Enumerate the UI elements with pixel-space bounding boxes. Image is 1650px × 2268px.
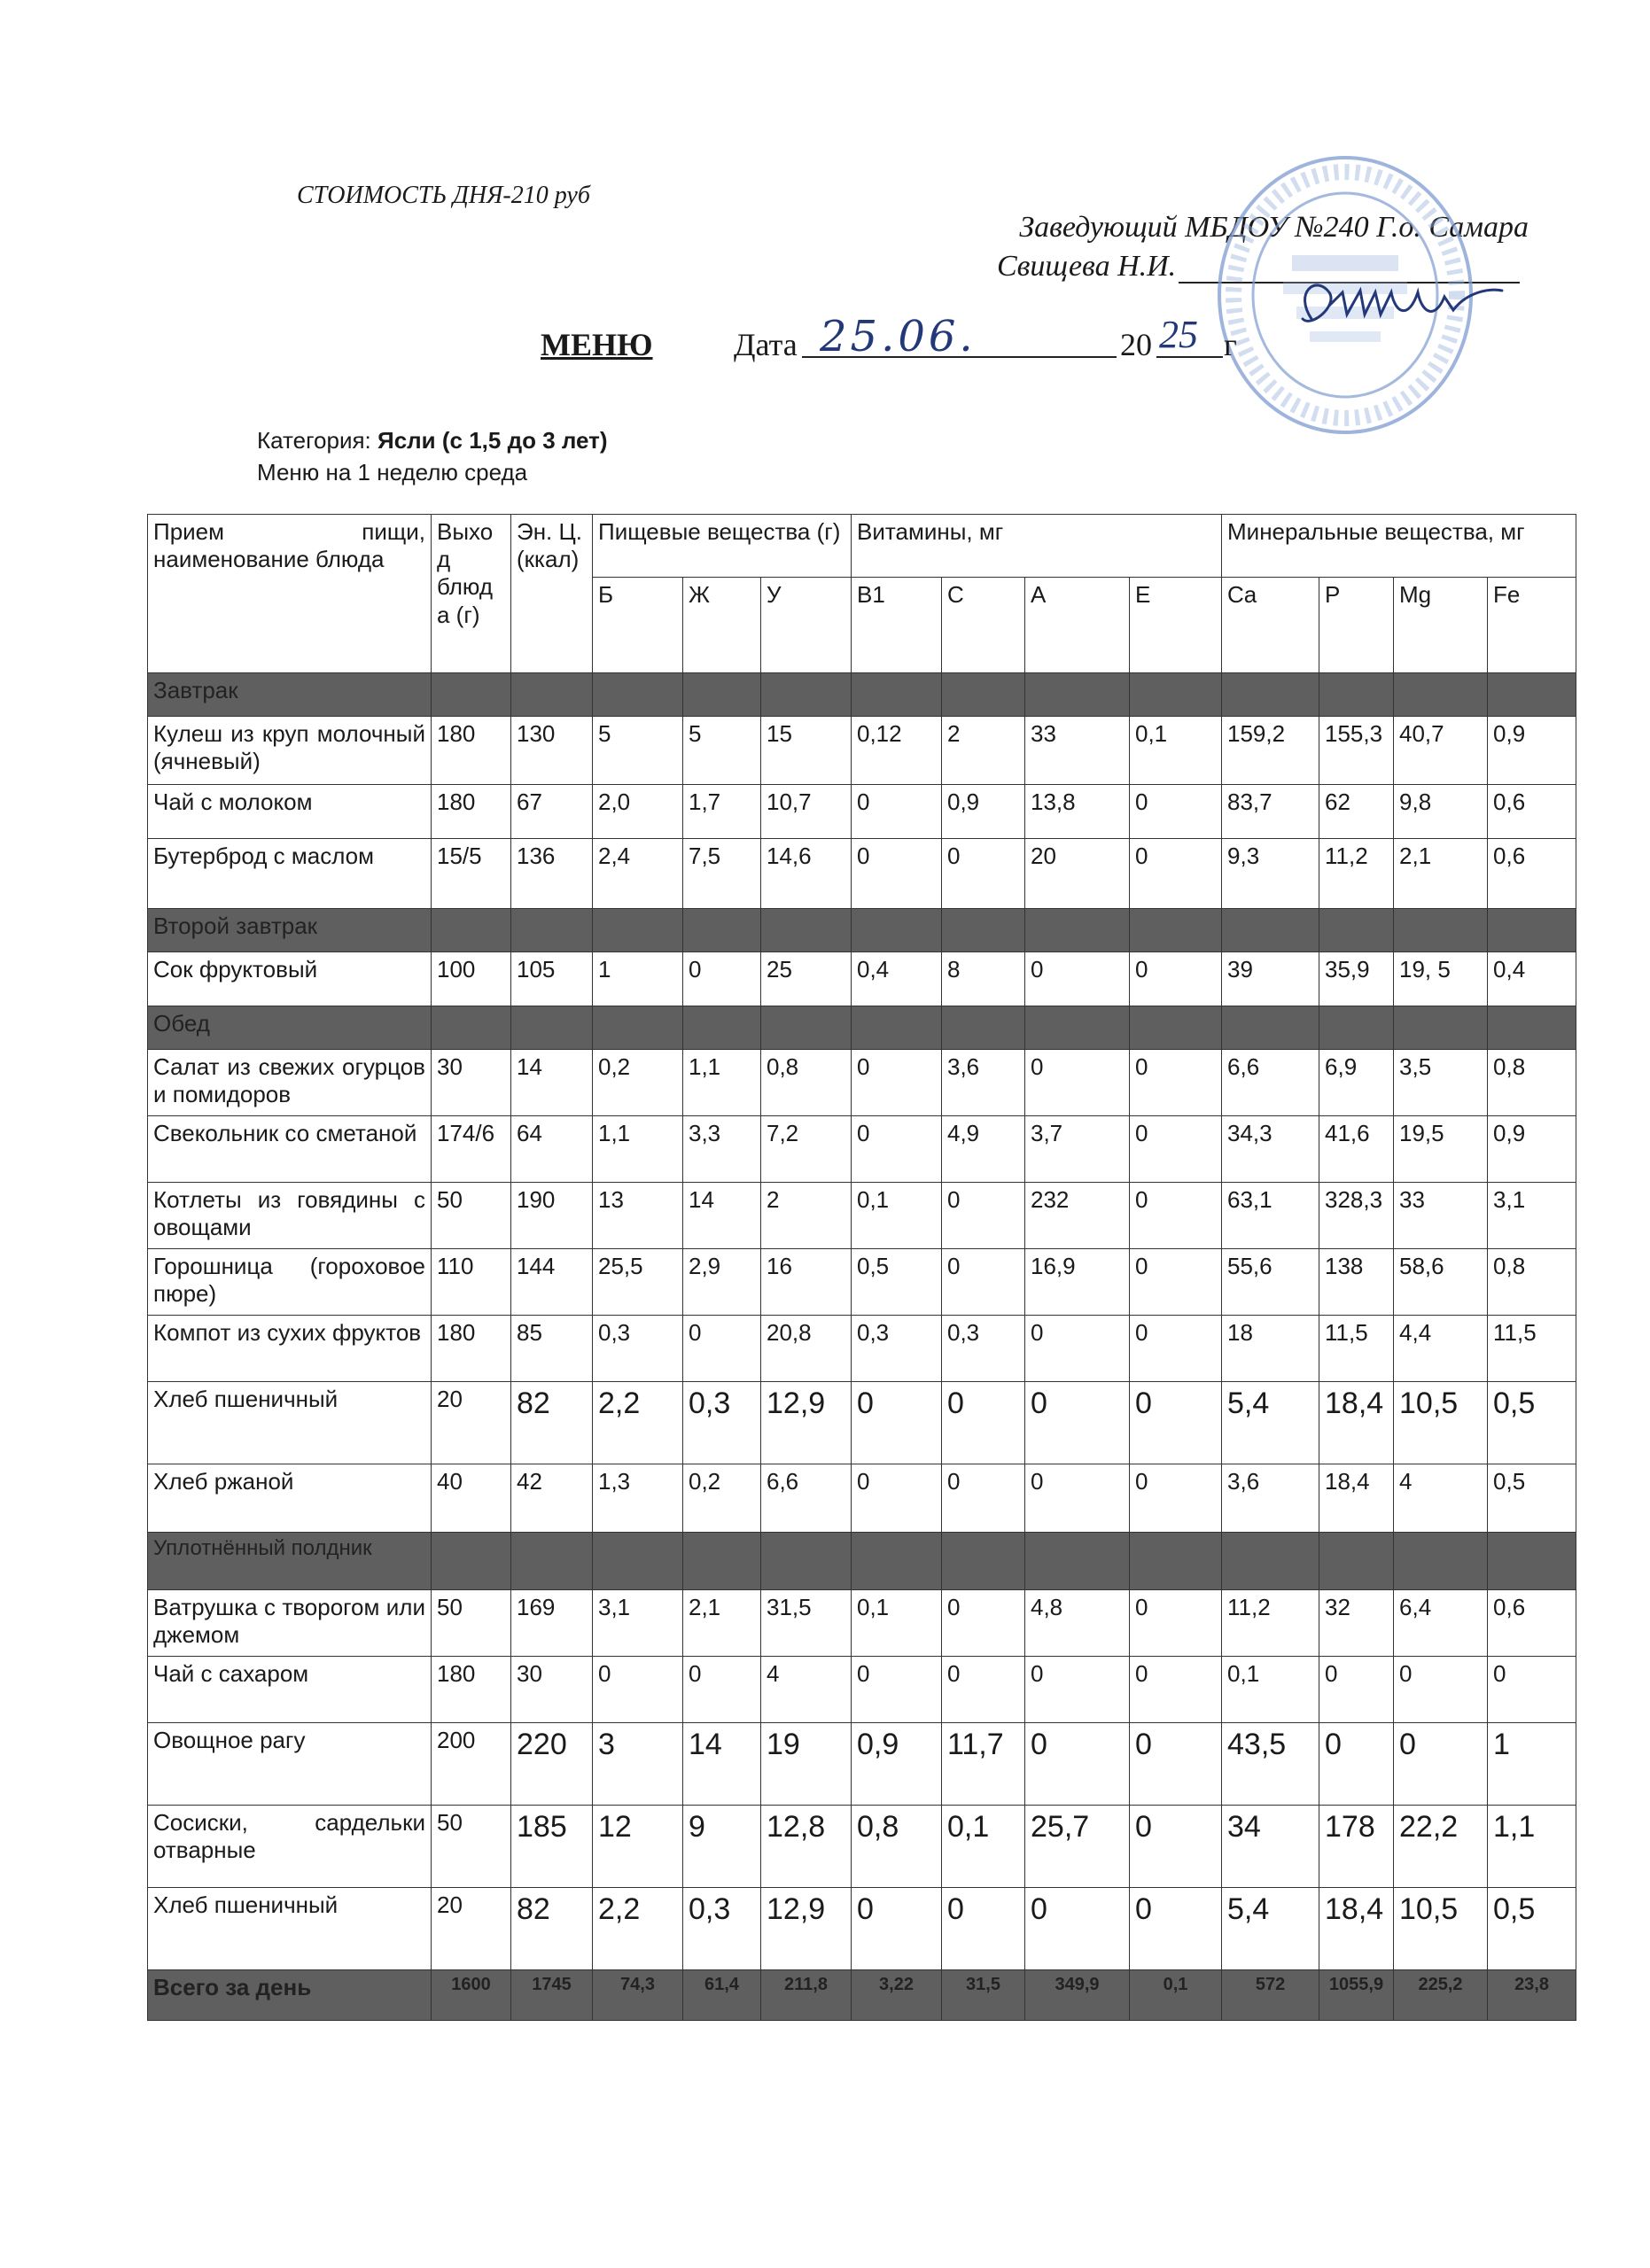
cell-fe: 11,5 [1488, 1316, 1576, 1382]
cell-b1: 0,8 [852, 1806, 942, 1888]
cell-fat: 1,7 [683, 785, 761, 839]
cell-fat: 0 [683, 1316, 761, 1382]
cell-yield: 180 [432, 1316, 511, 1382]
cell-mg: 0 [1394, 1723, 1488, 1806]
table-row [148, 1657, 1576, 1723]
cell-ca: 5,4 [1222, 1382, 1319, 1464]
table-row [148, 1888, 1576, 1970]
cell-yield: 30 [432, 1050, 511, 1116]
cell-dish: Кулеш из круп молочный (ячневый) [148, 717, 432, 785]
cell-e: 0 [1130, 1590, 1222, 1657]
table-row [148, 785, 1576, 839]
total-carbs: 211,8 [761, 1970, 852, 2021]
total-fat: 61,4 [683, 1970, 761, 2021]
cell-carbs: 19 [761, 1723, 852, 1806]
cell-energy: 67 [511, 785, 593, 839]
cell-dish: Свекольник со сметаной [148, 1116, 432, 1183]
cell-ca: 55,6 [1222, 1249, 1319, 1316]
total-mg: 225,2 [1394, 1970, 1488, 2021]
section-row [148, 909, 1576, 952]
cell-a: 0 [1025, 1657, 1130, 1723]
cell-e: 0 [1130, 1116, 1222, 1183]
cell-fat: 3,3 [683, 1116, 761, 1183]
cell-ca: 63,1 [1222, 1183, 1319, 1249]
sub-zh: Ж [683, 578, 761, 673]
cell-energy: 136 [511, 839, 593, 909]
cell-mg: 22,2 [1394, 1806, 1488, 1888]
cell-c: 0 [942, 1183, 1025, 1249]
cell-e: 0 [1130, 1249, 1222, 1316]
date-label: Дата [734, 327, 798, 362]
cell-e: 0 [1130, 1464, 1222, 1533]
cell-fe: 1 [1488, 1723, 1576, 1806]
cell-c: 4,9 [942, 1116, 1025, 1183]
cell-dish: Салат из свежих огурцов и помидоров [148, 1050, 432, 1116]
cell-carbs: 4 [761, 1657, 852, 1723]
cell-fe: 0,6 [1488, 785, 1576, 839]
cell-carbs: 20,8 [761, 1316, 852, 1382]
section-row [148, 1006, 1576, 1050]
cell-carbs: 2 [761, 1183, 852, 1249]
cell-a: 0 [1025, 1382, 1130, 1464]
cell-fe: 0,6 [1488, 839, 1576, 909]
menu-heading: МЕНЮ [541, 327, 653, 362]
cell-p: 41,6 [1319, 1116, 1394, 1183]
cell-p: 328,3 [1319, 1183, 1394, 1249]
cell-fat: 0,2 [683, 1464, 761, 1533]
cell-mg: 0 [1394, 1657, 1488, 1723]
cell-c: 0,9 [942, 785, 1025, 839]
cell-dish: Компот из сухих фруктов [148, 1316, 432, 1382]
cell-mg: 4,4 [1394, 1316, 1488, 1382]
cell-energy: 64 [511, 1116, 593, 1183]
year-handwritten: 25 [1159, 313, 1198, 356]
cell-protein: 1 [593, 952, 683, 1006]
cell-mg: 19, 5 [1394, 952, 1488, 1006]
cell-carbs: 31,5 [761, 1590, 852, 1657]
cell-mg: 2,1 [1394, 839, 1488, 909]
cell-protein: 13 [593, 1183, 683, 1249]
cell-a: 0 [1025, 1888, 1130, 1970]
cell-protein: 12 [593, 1806, 683, 1888]
cell-energy: 14 [511, 1050, 593, 1116]
cell-energy: 85 [511, 1316, 593, 1382]
table-row [148, 1316, 1576, 1382]
cell-fe: 0,8 [1488, 1050, 1576, 1116]
cell-a: 0 [1025, 1464, 1130, 1533]
cell-protein: 5 [593, 717, 683, 785]
cell-b1: 0,1 [852, 1183, 942, 1249]
cell-energy: 82 [511, 1888, 593, 1970]
cell-b1: 0,1 [852, 1590, 942, 1657]
cell-energy: 82 [511, 1382, 593, 1464]
cell-p: 62 [1319, 785, 1394, 839]
cell-dish: Чай с молоком [148, 785, 432, 839]
cell-energy: 144 [511, 1249, 593, 1316]
cell-yield: 40 [432, 1464, 511, 1533]
cell-c: 0 [942, 1888, 1025, 1970]
header-dish: Прием пищи, наименование блюда [148, 515, 432, 673]
cell-mg: 40,7 [1394, 717, 1488, 785]
cell-p: 0 [1319, 1723, 1394, 1806]
cell-a: 3,7 [1025, 1116, 1130, 1183]
cell-ca: 0,1 [1222, 1657, 1319, 1723]
week-line: Меню на 1 неделю среда [257, 459, 528, 485]
cell-dish: Овощное рагу [148, 1723, 432, 1806]
total-fe: 23,8 [1488, 1970, 1576, 2021]
year-unit: г [1224, 327, 1237, 362]
cell-c: 0 [942, 1590, 1025, 1657]
cell-energy: 220 [511, 1723, 593, 1806]
sub-mg: Mg [1394, 578, 1488, 673]
cell-a: 0 [1025, 1050, 1130, 1116]
sub-ca: Ca [1222, 578, 1319, 673]
cell-dish: Сок фруктовый [148, 952, 432, 1006]
cell-a: 33 [1025, 717, 1130, 785]
cell-protein: 0 [593, 1657, 683, 1723]
date-handwritten: 25.06. [820, 312, 977, 361]
cell-yield: 110 [432, 1249, 511, 1316]
cell-p: 155,3 [1319, 717, 1394, 785]
cell-e: 0 [1130, 1657, 1222, 1723]
cell-c: 3,6 [942, 1050, 1025, 1116]
total-row [148, 1970, 1576, 2021]
table-row [148, 1249, 1576, 1316]
cell-e: 0,1 [1130, 717, 1222, 785]
sub-b: Б [593, 578, 683, 673]
cell-carbs: 0,8 [761, 1050, 852, 1116]
cell-fe: 0 [1488, 1657, 1576, 1723]
cell-fat: 2,9 [683, 1249, 761, 1316]
cell-protein: 1,3 [593, 1464, 683, 1533]
cell-c: 0 [942, 1657, 1025, 1723]
cell-yield: 200 [432, 1723, 511, 1806]
cell-dish: Котлеты из говядины с овощами [148, 1183, 432, 1249]
sub-a: A [1025, 578, 1130, 673]
cell-carbs: 14,6 [761, 839, 852, 909]
sub-b1: B1 [852, 578, 942, 673]
cell-dish: Хлеб ржаной [148, 1464, 432, 1533]
header-minerals: Минеральные вещества, мг [1222, 515, 1576, 578]
cell-protein: 25,5 [593, 1249, 683, 1316]
cell-fat: 1,1 [683, 1050, 761, 1116]
cell-energy: 42 [511, 1464, 593, 1533]
total-p: 1055,9 [1319, 1970, 1394, 2021]
cell-p: 0 [1319, 1657, 1394, 1723]
cell-ca: 3,6 [1222, 1464, 1319, 1533]
cell-dish: Горошница (гороховое пюре) [148, 1249, 432, 1316]
total-protein: 74,3 [593, 1970, 683, 2021]
cell-c: 0 [942, 1464, 1025, 1533]
cell-fat: 5 [683, 717, 761, 785]
section-second-breakfast: Второй завтрак [148, 909, 432, 952]
cell-c: 11,7 [942, 1723, 1025, 1806]
table-row [148, 1382, 1576, 1464]
section-snack: Уплотнённый полдник [148, 1533, 432, 1590]
cell-dish: Сосиски, сардельки отварные [148, 1806, 432, 1888]
cell-mg: 33 [1394, 1183, 1488, 1249]
sub-u: У [761, 578, 852, 673]
cell-dish: Чай с сахаром [148, 1657, 432, 1723]
cell-e: 0 [1130, 1050, 1222, 1116]
cell-protein: 2,4 [593, 839, 683, 909]
cell-p: 11,2 [1319, 839, 1394, 909]
cell-protein: 3,1 [593, 1590, 683, 1657]
cell-c: 2 [942, 717, 1025, 785]
header-yield: Выход блюда (г) [432, 515, 511, 673]
table-row [148, 1723, 1576, 1806]
category-line [257, 427, 608, 454]
table-row [148, 952, 1576, 1006]
cell-ca: 11,2 [1222, 1590, 1319, 1657]
total-e: 0,1 [1130, 1970, 1222, 2021]
total-c: 31,5 [942, 1970, 1025, 2021]
cell-mg: 3,5 [1394, 1050, 1488, 1116]
cell-dish: Ватрушка с творогом или джемом [148, 1590, 432, 1657]
cell-fe: 1,1 [1488, 1806, 1576, 1888]
cell-a: 13,8 [1025, 785, 1130, 839]
cell-fe: 0,5 [1488, 1888, 1576, 1970]
signature-mark [1276, 266, 1506, 346]
cell-dish: Бутерброд с маслом [148, 839, 432, 909]
cell-ca: 83,7 [1222, 785, 1319, 839]
cell-c: 0,1 [942, 1806, 1025, 1888]
table-header-row [148, 515, 1576, 578]
cell-b1: 0,4 [852, 952, 942, 1006]
section-breakfast: Завтрак [148, 673, 432, 717]
cell-ca: 159,2 [1222, 717, 1319, 785]
cell-b1: 0 [852, 1464, 942, 1533]
cell-fat: 0 [683, 952, 761, 1006]
cell-fat: 0,3 [683, 1888, 761, 1970]
cell-b1: 0,3 [852, 1316, 942, 1382]
cell-fe: 3,1 [1488, 1183, 1576, 1249]
cell-c: 0 [942, 1249, 1025, 1316]
cell-p: 18,4 [1319, 1888, 1394, 1970]
table-row [148, 717, 1576, 785]
table-row [148, 839, 1576, 909]
menu-table [147, 514, 1576, 2021]
cell-fat: 9 [683, 1806, 761, 1888]
sub-c: C [942, 578, 1025, 673]
cell-e: 0 [1130, 1183, 1222, 1249]
cell-mg: 10,5 [1394, 1888, 1488, 1970]
cell-ca: 6,6 [1222, 1050, 1319, 1116]
cell-protein: 2,2 [593, 1888, 683, 1970]
section-lunch: Обед [148, 1006, 432, 1050]
cell-mg: 19,5 [1394, 1116, 1488, 1183]
cell-e: 0 [1130, 1316, 1222, 1382]
year-prefix: 20 [1120, 327, 1152, 362]
cell-yield: 180 [432, 1657, 511, 1723]
cell-protein: 3 [593, 1723, 683, 1806]
cell-e: 0 [1130, 839, 1222, 909]
cell-ca: 34 [1222, 1806, 1319, 1888]
cell-energy: 30 [511, 1657, 593, 1723]
cell-b1: 0 [852, 785, 942, 839]
cell-carbs: 15 [761, 717, 852, 785]
total-yield: 1600 [432, 1970, 511, 2021]
cell-fe: 0,5 [1488, 1382, 1576, 1464]
cell-ca: 5,4 [1222, 1888, 1319, 1970]
cell-energy: 190 [511, 1183, 593, 1249]
cell-p: 35,9 [1319, 952, 1394, 1006]
cell-dish: Хлеб пшеничный [148, 1888, 432, 1970]
category-value: Ясли (с 1,5 до 3 лет) [377, 427, 608, 454]
cell-a: 4,8 [1025, 1590, 1130, 1657]
cell-a: 232 [1025, 1183, 1130, 1249]
cell-e: 0 [1130, 785, 1222, 839]
cell-protein: 1,1 [593, 1116, 683, 1183]
cell-ca: 43,5 [1222, 1723, 1319, 1806]
cell-b1: 0 [852, 1888, 942, 1970]
cell-carbs: 6,6 [761, 1464, 852, 1533]
cell-e: 0 [1130, 1723, 1222, 1806]
cell-c: 8 [942, 952, 1025, 1006]
table-row [148, 1806, 1576, 1888]
cell-p: 138 [1319, 1249, 1394, 1316]
cell-yield: 180 [432, 717, 511, 785]
cell-carbs: 16 [761, 1249, 852, 1316]
cell-mg: 6,4 [1394, 1590, 1488, 1657]
cell-e: 0 [1130, 1382, 1222, 1464]
cell-yield: 50 [432, 1183, 511, 1249]
approval-title: Заведующий МБДОУ №240 Г.о. Самара [1019, 211, 1529, 244]
cell-carbs: 12,9 [761, 1382, 852, 1464]
cell-fat: 2,1 [683, 1590, 761, 1657]
cell-fe: 0,4 [1488, 952, 1576, 1006]
table-row [148, 1116, 1576, 1183]
cell-carbs: 12,8 [761, 1806, 852, 1888]
cell-mg: 58,6 [1394, 1249, 1488, 1316]
cell-yield: 15/5 [432, 839, 511, 909]
cell-energy: 185 [511, 1806, 593, 1888]
cell-carbs: 12,9 [761, 1888, 852, 1970]
cell-fat: 0 [683, 1657, 761, 1723]
cell-yield: 100 [432, 952, 511, 1006]
cell-e: 0 [1130, 952, 1222, 1006]
sub-fe: Fe [1488, 578, 1576, 673]
cell-energy: 169 [511, 1590, 593, 1657]
header-vitamins: Витамины, мг [852, 515, 1222, 578]
cell-energy: 130 [511, 717, 593, 785]
cell-a: 0 [1025, 1316, 1130, 1382]
cell-ca: 18 [1222, 1316, 1319, 1382]
category-label: Категория: [257, 427, 377, 454]
cell-energy: 105 [511, 952, 593, 1006]
cell-fe: 0,9 [1488, 717, 1576, 785]
cell-yield: 20 [432, 1888, 511, 1970]
cell-b1: 0,5 [852, 1249, 942, 1316]
cell-e: 0 [1130, 1806, 1222, 1888]
total-ca: 572 [1222, 1970, 1319, 2021]
cell-yield: 180 [432, 785, 511, 839]
cell-protein: 0,3 [593, 1316, 683, 1382]
cell-fe: 0,9 [1488, 1116, 1576, 1183]
table-row [148, 1050, 1576, 1116]
cell-fat: 0,3 [683, 1382, 761, 1464]
table-row [148, 1183, 1576, 1249]
cell-protein: 2,0 [593, 785, 683, 839]
cell-ca: 39 [1222, 952, 1319, 1006]
header-energy: Эн. Ц. (ккал) [511, 515, 593, 673]
cell-c: 0,3 [942, 1316, 1025, 1382]
cell-yield: 50 [432, 1590, 511, 1657]
cell-yield: 50 [432, 1806, 511, 1888]
cell-yield: 20 [432, 1382, 511, 1464]
cell-fat: 14 [683, 1723, 761, 1806]
sub-p: P [1319, 578, 1394, 673]
cell-p: 178 [1319, 1806, 1394, 1888]
sub-e: E [1130, 578, 1222, 673]
cell-yield: 174/6 [432, 1116, 511, 1183]
cell-mg: 10,5 [1394, 1382, 1488, 1464]
cell-fe: 0,6 [1488, 1590, 1576, 1657]
cell-c: 0 [942, 1382, 1025, 1464]
cell-a: 0 [1025, 952, 1130, 1006]
cell-a: 25,7 [1025, 1806, 1130, 1888]
cell-protein: 2,2 [593, 1382, 683, 1464]
cell-carbs: 10,7 [761, 785, 852, 839]
cell-ca: 9,3 [1222, 839, 1319, 909]
cell-e: 0 [1130, 1888, 1222, 1970]
cell-p: 6,9 [1319, 1050, 1394, 1116]
approval-name: Свищева Н.И. [997, 250, 1177, 283]
table-row [148, 1590, 1576, 1657]
cell-fat: 14 [683, 1183, 761, 1249]
cell-c: 0 [942, 839, 1025, 909]
day-cost: СТОИМОСТЬ ДНЯ-210 руб [297, 182, 590, 209]
cell-ca: 34,3 [1222, 1116, 1319, 1183]
cell-fat: 7,5 [683, 839, 761, 909]
cell-a: 0 [1025, 1723, 1130, 1806]
table-row [148, 1464, 1576, 1533]
cell-b1: 0 [852, 839, 942, 909]
cell-p: 18,4 [1319, 1382, 1394, 1464]
cell-b1: 0,12 [852, 717, 942, 785]
section-row [148, 673, 1576, 717]
section-row [148, 1533, 1576, 1590]
cell-b1: 0,9 [852, 1723, 942, 1806]
total-b1: 3,22 [852, 1970, 942, 2021]
cell-a: 20 [1025, 839, 1130, 909]
cell-p: 32 [1319, 1590, 1394, 1657]
cell-a: 16,9 [1025, 1249, 1130, 1316]
cell-mg: 9,8 [1394, 785, 1488, 839]
cell-dish: Хлеб пшеничный [148, 1382, 432, 1464]
cell-mg: 4 [1394, 1464, 1488, 1533]
cell-carbs: 7,2 [761, 1116, 852, 1183]
cell-b1: 0 [852, 1382, 942, 1464]
cell-b1: 0 [852, 1050, 942, 1116]
cell-fe: 0,8 [1488, 1249, 1576, 1316]
header-nutrients: Пищевые вещества (г) [593, 515, 852, 578]
cell-fe: 0,5 [1488, 1464, 1576, 1533]
total-energy: 1745 [511, 1970, 593, 2021]
cell-carbs: 25 [761, 952, 852, 1006]
cell-p: 11,5 [1319, 1316, 1394, 1382]
cell-protein: 0,2 [593, 1050, 683, 1116]
cell-b1: 0 [852, 1657, 942, 1723]
cell-p: 18,4 [1319, 1464, 1394, 1533]
total-dish: Всего за день [148, 1970, 432, 2021]
cell-b1: 0 [852, 1116, 942, 1183]
total-a: 349,9 [1025, 1970, 1130, 2021]
